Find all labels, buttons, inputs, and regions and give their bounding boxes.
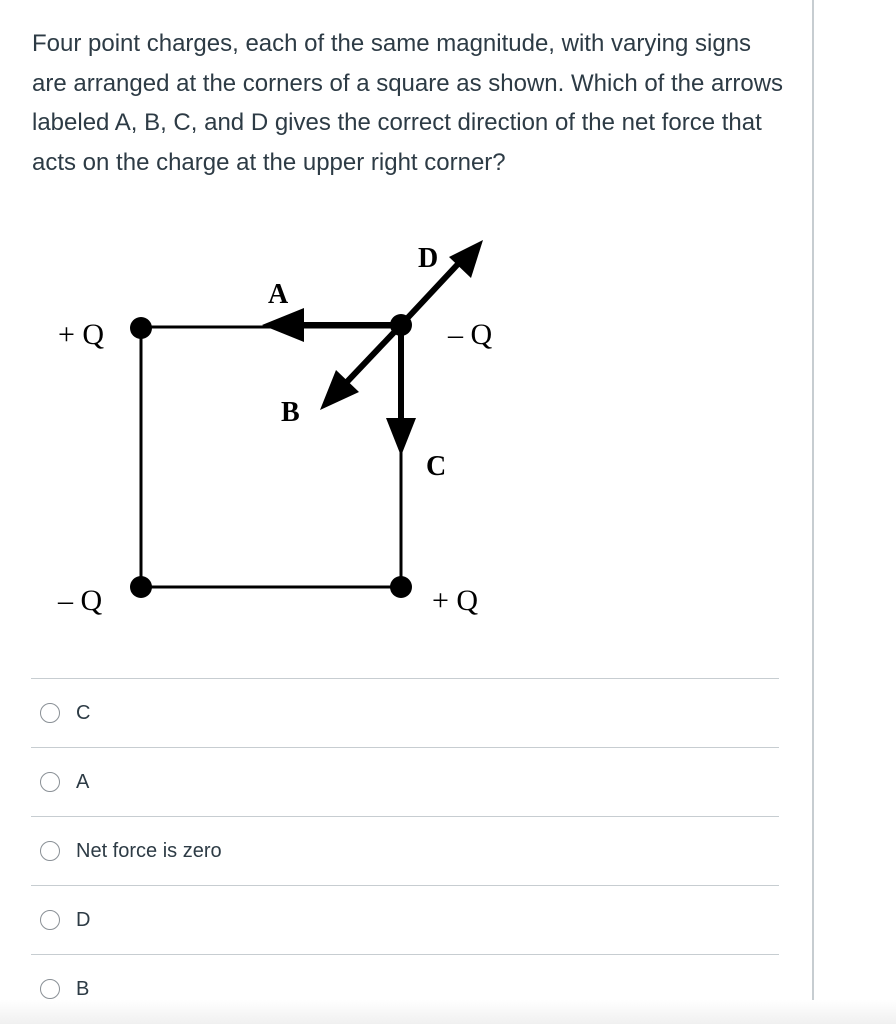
charge-label-top-left: + Q: [58, 318, 105, 351]
answer-label[interactable]: B: [76, 977, 90, 1000]
bottom-shade: [0, 1000, 896, 1024]
question-text: Four point charges, each of the same magnitude, with varying signs are arranged at the corners of a square as shown. Which of the arrows labeled A, B, C, and D gives the correct direction of the net force that acts on the charge at the upper right corner?: [32, 30, 784, 176]
charge-dot-top-left: [130, 317, 152, 339]
charge-label-top-right: – Q: [448, 318, 493, 351]
answer-label[interactable]: Net force is zero: [76, 839, 222, 862]
answer-option[interactable]: [31, 747, 779, 816]
arrow-label-b: B: [281, 397, 300, 428]
radio-button[interactable]: [40, 910, 60, 930]
arrow-label-d: D: [418, 243, 439, 274]
arrow-c: [386, 325, 416, 456]
answer-option[interactable]: [31, 885, 779, 954]
answer-option[interactable]: [31, 678, 779, 747]
answer-option[interactable]: [31, 816, 779, 885]
arrow-label-c: C: [426, 451, 447, 482]
radio-button[interactable]: [40, 979, 60, 999]
answer-label[interactable]: C: [76, 701, 91, 724]
answer-label[interactable]: A: [76, 770, 90, 793]
arrow-label-a: A: [268, 279, 289, 310]
radio-button[interactable]: [40, 772, 60, 792]
arrow-b: [320, 325, 401, 410]
arrow-a: [262, 308, 401, 342]
arrow-d: [401, 240, 483, 325]
charge-label-bottom-right: + Q: [432, 584, 479, 617]
answer-label[interactable]: D: [76, 908, 91, 931]
charge-dot-top-right: [390, 314, 412, 336]
charge-dot-bottom-left: [130, 576, 152, 598]
charge-label-bottom-left: – Q: [58, 584, 103, 617]
answer-list: [31, 678, 779, 1023]
charge-dot-bottom-right: [390, 576, 412, 598]
radio-button[interactable]: [40, 703, 60, 723]
radio-button[interactable]: [40, 841, 60, 861]
